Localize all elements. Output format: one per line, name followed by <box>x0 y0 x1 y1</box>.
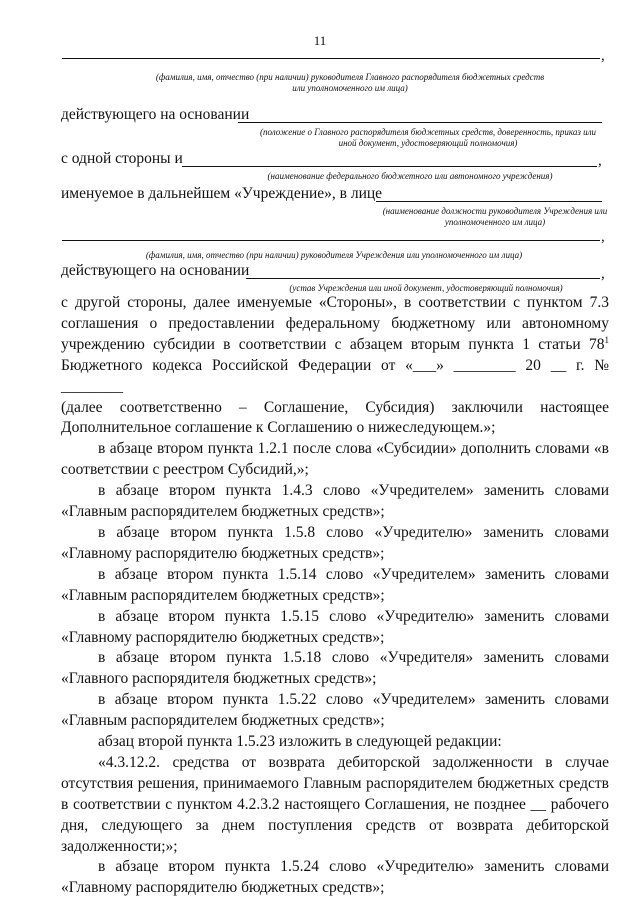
caption-basis: (положение о Главного распорядителя бюджетных средств, доверенность, приказ или иной документ, удостоверяющий полномочия) <box>259 127 597 148</box>
amendment-paragraph: в абзаце втором пункта 1.5.24 слово «Учредителю» заменить словами «Главному распорядителю бюджетных средств»; <box>61 858 609 897</box>
page-number: 11 <box>313 33 327 48</box>
intro-paragraph <box>61 293 609 398</box>
amendment-paragraph: в абзаце втором пункта 1.5.22 слово «Учредителем» заменить словами «Главным распорядителем бюджетных средств»; <box>61 691 609 730</box>
intro-paragraph-continued: (далее соответственно – Соглашение, Субсидия) заключили настоящее Дополнительное соглашение к Соглашению о нижеследующем.»; <box>61 398 609 437</box>
label-one-side: с одной стороны и <box>61 150 183 167</box>
label-acting-basis-institution: действующего на основании <box>61 262 250 279</box>
field-line-institution <box>182 166 597 167</box>
label-acting-basis: действующего на основании <box>61 106 250 123</box>
amendment-paragraph: в абзаце втором пункта 1.5.8 слово «Учредителю» заменить словами «Главному распорядителю бюджетных средств»; <box>61 523 609 562</box>
caption-manager-name: (фамилия, имя, отчество (при наличии) руководителя Главного распорядителя бюджетных средств или уполномоченного им лица) <box>155 72 545 93</box>
document-body <box>61 293 609 899</box>
intro-text-b: Бюджетного кодекса Российской Федерации от «___» ________ 20 __ г. № ________ <box>61 356 609 395</box>
caption-charter: (устав Учреждения или иной документ, удостоверяющий полномочия) <box>289 283 563 293</box>
amendment-paragraph: в абзаце втором пункта 1.4.3 слово «Учредителем» заменить словами «Главным распорядителем бюджетных средств»; <box>61 482 609 521</box>
article-superscript: 1 <box>604 334 609 345</box>
field-comma: , <box>601 48 605 64</box>
caption-position: (наименование должности руководителя Учреждения или уполномоченного им лица) <box>382 206 608 227</box>
field-line-basis <box>238 122 602 123</box>
field-comma: , <box>601 266 605 282</box>
field-line-position <box>376 201 602 202</box>
amendment-paragraph: абзац второй пункта 1.5.23 изложить в следующей редакции: <box>98 733 502 751</box>
caption-institution: (наименование федерального бюджетного или автономного учреждения) <box>267 171 553 181</box>
amendment-paragraph: в абзаце втором пункта 1.2.1 после слова «Субсидии» дополнить словами «в соответствии с реестром Субсидий,»; <box>61 440 609 479</box>
field-line-manager-name <box>62 58 600 59</box>
field-line-institution-head <box>62 240 600 241</box>
amendment-paragraph: в абзаце втором пункта 1.5.14 слово «Учредителем» заменить словами «Главным распорядителем бюджетных средств»; <box>61 565 609 604</box>
amendment-paragraph: в абзаце втором пункта 1.5.15 слово «Учредителю» заменить словами «Главному распорядителю бюджетных средств»; <box>61 607 609 646</box>
label-hereinafter: именуемое в дальнейшем «Учреждение», в лице <box>61 185 383 202</box>
intro-text-a: с другой стороны, далее именуемые «Стороны», в соответствии с пунктом 7.3 соглашения о предоставлении федеральному бюджетному или автономному учреждению субсидии в соответствии с абзацем вторым пункта 1 статьи 78 <box>61 294 609 353</box>
field-comma: , <box>601 229 605 245</box>
field-line-charter <box>246 278 600 279</box>
amendment-paragraph: в абзаце втором пункта 1.5.18 слово «Учредителя» заменить словами «Главного распорядителя бюджетных средств»; <box>61 649 609 688</box>
caption-institution-head: (фамилия, имя, отчество (при наличии) руководителя Учреждения или уполномоченного им лица) <box>145 250 523 260</box>
field-comma: , <box>598 153 602 169</box>
amendment-paragraph: «4.3.12.2. средства от возврата дебиторской задолженности в случае отсутствия решения, принимаемого Главным распорядителем бюджетных средств в соответствии с пунктом 4.2.3.2 настоящего Соглашения, не позднее __ рабочего дня, следующего за днем поступления средств от возврата дебиторской задолженности;»; <box>61 753 609 855</box>
